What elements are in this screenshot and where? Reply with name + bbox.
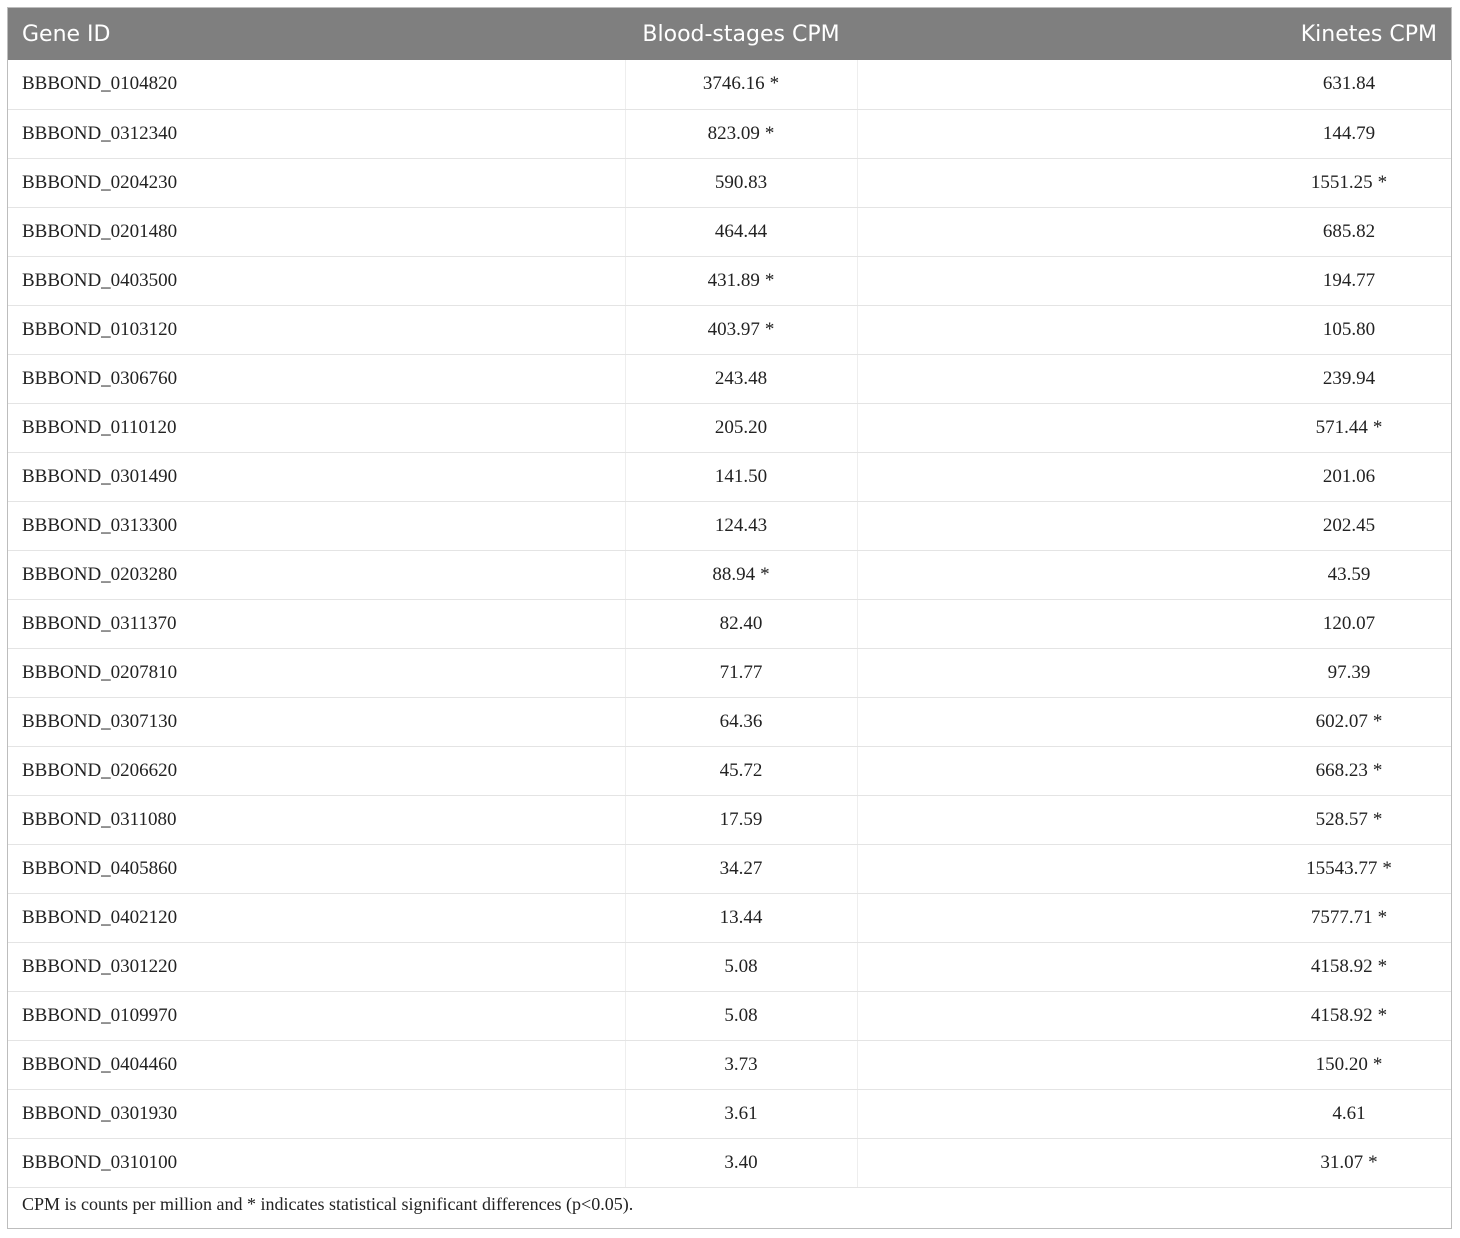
blood-cpm-value: 3.40 [724, 1151, 758, 1173]
table-row [8, 942, 1451, 991]
cell-gene-id: BBBOND_0104820 [8, 60, 625, 109]
table-row [8, 452, 1451, 501]
cell-blood-stages-cpm [625, 648, 857, 697]
significance-marker: * [1382, 857, 1392, 879]
cell-blood-stages-cpm [625, 501, 857, 550]
table-row [8, 354, 1451, 403]
cpm-table [8, 8, 1451, 1188]
cell-blood-stages-cpm [625, 452, 857, 501]
cell-blood-stages-cpm [625, 1040, 857, 1089]
significance-marker: * [1368, 1151, 1378, 1173]
blood-cpm-value: 17.59 [719, 808, 763, 830]
kinetes-cpm-value: 105.80 [1322, 318, 1376, 340]
cell-kinetes-cpm [857, 305, 1451, 354]
cell-blood-stages-cpm [625, 1089, 857, 1138]
cell-kinetes-cpm [857, 599, 1451, 648]
blood-cpm-value: 141.50 [714, 465, 768, 487]
cell-gene-id: BBBOND_0311080 [8, 795, 625, 844]
significance-marker: * [764, 122, 775, 144]
header-blood-stages-cpm: Blood-stages CPM [642, 21, 840, 47]
cell-blood-stages-cpm [625, 942, 857, 991]
cell-kinetes-cpm [857, 256, 1451, 305]
cell-gene-id: BBBOND_0307130 [8, 697, 625, 746]
cell-blood-stages-cpm [625, 305, 857, 354]
kinetes-cpm-value: 15543.77 [1306, 857, 1378, 879]
significance-marker: * [1377, 906, 1388, 928]
table-row [8, 893, 1451, 942]
blood-cpm-value: 464.44 [714, 220, 768, 242]
cell-kinetes-cpm [857, 795, 1451, 844]
cell-kinetes-cpm [857, 1089, 1451, 1138]
kinetes-cpm-value: 31.07 [1320, 1151, 1364, 1173]
cell-kinetes-cpm [857, 501, 1451, 550]
kinetes-cpm-value: 194.77 [1322, 269, 1376, 291]
cell-blood-stages-cpm [625, 550, 857, 599]
cell-blood-stages-cpm [625, 746, 857, 795]
cell-gene-id: BBBOND_0301930 [8, 1089, 625, 1138]
cell-blood-stages-cpm [625, 109, 857, 158]
cell-blood-stages-cpm [625, 207, 857, 256]
table-row [8, 158, 1451, 207]
table-row [8, 795, 1451, 844]
cell-gene-id: BBBOND_0402120 [8, 893, 625, 942]
cell-gene-id: BBBOND_0201480 [8, 207, 625, 256]
table-row [8, 599, 1451, 648]
kinetes-cpm-value: 239.94 [1322, 367, 1376, 389]
significance-marker: * [1372, 416, 1383, 438]
kinetes-cpm-value: 150.20 [1315, 1053, 1368, 1075]
blood-cpm-value: 71.77 [719, 661, 763, 683]
data-table-frame [7, 7, 1452, 1229]
cell-blood-stages-cpm [625, 354, 857, 403]
blood-cpm-value: 243.48 [714, 367, 768, 389]
table-row [8, 844, 1451, 893]
table-row [8, 1040, 1451, 1089]
cell-kinetes-cpm [857, 697, 1451, 746]
cell-kinetes-cpm [857, 354, 1451, 403]
significance-marker: * [1377, 955, 1388, 977]
table-row [8, 648, 1451, 697]
cell-kinetes-cpm [857, 991, 1451, 1040]
cell-kinetes-cpm [857, 207, 1451, 256]
kinetes-cpm-value: 202.45 [1322, 514, 1376, 536]
kinetes-cpm-value: 120.07 [1322, 612, 1376, 634]
table-row [8, 746, 1451, 795]
blood-cpm-value: 88.94 [712, 563, 756, 585]
kinetes-cpm-value: 631.84 [1322, 73, 1376, 95]
kinetes-cpm-value: 571.44 [1315, 416, 1368, 438]
table-row [8, 305, 1451, 354]
table-row [8, 1089, 1451, 1138]
cell-blood-stages-cpm [625, 844, 857, 893]
cell-blood-stages-cpm [625, 1138, 857, 1187]
cell-blood-stages-cpm [625, 403, 857, 452]
blood-cpm-value: 34.27 [719, 857, 763, 879]
table-row [8, 501, 1451, 550]
blood-cpm-value: 124.43 [714, 514, 768, 536]
cell-gene-id: BBBOND_0312340 [8, 109, 625, 158]
kinetes-cpm-value: 144.79 [1322, 122, 1376, 144]
cell-kinetes-cpm [857, 942, 1451, 991]
kinetes-cpm-value: 602.07 [1315, 710, 1368, 732]
blood-cpm-value: 403.97 [707, 318, 760, 340]
kinetes-cpm-value: 1551.25 [1310, 171, 1373, 193]
significance-marker: * [1372, 759, 1383, 781]
header-gene-id: Gene ID [22, 21, 111, 47]
cell-gene-id: BBBOND_0109970 [8, 991, 625, 1040]
table-row [8, 256, 1451, 305]
significance-marker: * [1372, 808, 1383, 830]
significance-marker: * [1377, 1004, 1388, 1026]
kinetes-cpm-value: 685.82 [1322, 220, 1376, 242]
cell-blood-stages-cpm [625, 991, 857, 1040]
cell-kinetes-cpm [857, 1040, 1451, 1089]
cell-gene-id: BBBOND_0203280 [8, 550, 625, 599]
cell-kinetes-cpm [857, 158, 1451, 207]
cell-kinetes-cpm [857, 60, 1451, 109]
table-row [8, 1138, 1451, 1187]
blood-cpm-value: 431.89 [707, 269, 760, 291]
cell-blood-stages-cpm [625, 256, 857, 305]
significance-marker: * [1372, 710, 1383, 732]
cell-gene-id: BBBOND_0310100 [8, 1138, 625, 1187]
cell-gene-id: BBBOND_0204230 [8, 158, 625, 207]
cell-kinetes-cpm [857, 109, 1451, 158]
cell-blood-stages-cpm [625, 599, 857, 648]
cell-gene-id: BBBOND_0306760 [8, 354, 625, 403]
cell-blood-stages-cpm [625, 158, 857, 207]
cell-kinetes-cpm [857, 844, 1451, 893]
cell-gene-id: BBBOND_0404460 [8, 1040, 625, 1089]
kinetes-cpm-value: 201.06 [1322, 465, 1376, 487]
blood-cpm-value: 3.73 [724, 1053, 758, 1075]
significance-marker: * [760, 563, 770, 585]
cell-kinetes-cpm [857, 893, 1451, 942]
table-row [8, 550, 1451, 599]
cell-gene-id: BBBOND_0311370 [8, 599, 625, 648]
significance-marker: * [1377, 171, 1388, 193]
cell-gene-id: BBBOND_0110120 [8, 403, 625, 452]
kinetes-cpm-value: 528.57 [1315, 808, 1368, 830]
kinetes-cpm-value: 4158.92 [1310, 955, 1373, 977]
table-body [8, 60, 1451, 1187]
table-row [8, 403, 1451, 452]
cell-kinetes-cpm [857, 403, 1451, 452]
blood-cpm-value: 82.40 [719, 612, 763, 634]
cell-kinetes-cpm [857, 550, 1451, 599]
cell-blood-stages-cpm [625, 893, 857, 942]
table-row [8, 60, 1451, 109]
kinetes-cpm-value: 97.39 [1327, 661, 1371, 683]
blood-cpm-value: 5.08 [724, 1004, 758, 1026]
cell-blood-stages-cpm [625, 697, 857, 746]
kinetes-cpm-value: 4.61 [1332, 1102, 1366, 1124]
blood-cpm-value: 13.44 [719, 906, 763, 928]
significance-marker: * [1372, 1053, 1383, 1075]
cell-blood-stages-cpm [625, 795, 857, 844]
kinetes-cpm-value: 7577.71 [1310, 906, 1373, 928]
significance-marker: * [769, 73, 780, 95]
blood-cpm-value: 823.09 [707, 122, 760, 144]
cell-blood-stages-cpm [625, 60, 857, 109]
significance-marker: * [764, 269, 775, 291]
table-row [8, 697, 1451, 746]
blood-cpm-value: 3.61 [724, 1102, 758, 1124]
table-row [8, 207, 1451, 256]
blood-cpm-value: 590.83 [714, 171, 768, 193]
kinetes-cpm-value: 668.23 [1315, 759, 1368, 781]
cell-kinetes-cpm [857, 452, 1451, 501]
cell-gene-id: BBBOND_0313300 [8, 501, 625, 550]
blood-cpm-value: 64.36 [719, 710, 763, 732]
cell-kinetes-cpm [857, 1138, 1451, 1187]
cell-gene-id: BBBOND_0103120 [8, 305, 625, 354]
cell-gene-id: BBBOND_0405860 [8, 844, 625, 893]
kinetes-cpm-value: 4158.92 [1310, 1004, 1373, 1026]
table-row [8, 991, 1451, 1040]
cell-kinetes-cpm [857, 648, 1451, 697]
cell-gene-id: BBBOND_0301490 [8, 452, 625, 501]
significance-marker: * [764, 318, 775, 340]
cell-gene-id: BBBOND_0206620 [8, 746, 625, 795]
cell-kinetes-cpm [857, 746, 1451, 795]
table-row [8, 109, 1451, 158]
kinetes-cpm-value: 43.59 [1327, 563, 1371, 585]
table-footnote: CPM is counts per million and * indicates statistical significant differences (p<0.05). [22, 1194, 634, 1214]
blood-cpm-value: 3746.16 [702, 73, 765, 95]
header-kinetes-cpm: Kinetes CPM [1300, 21, 1437, 47]
cell-gene-id: BBBOND_0403500 [8, 256, 625, 305]
table-header-row [8, 8, 1451, 60]
blood-cpm-value: 5.08 [724, 955, 758, 977]
blood-cpm-value: 45.72 [719, 759, 763, 781]
blood-cpm-value: 205.20 [714, 416, 768, 438]
cell-gene-id: BBBOND_0207810 [8, 648, 625, 697]
cell-gene-id: BBBOND_0301220 [8, 942, 625, 991]
